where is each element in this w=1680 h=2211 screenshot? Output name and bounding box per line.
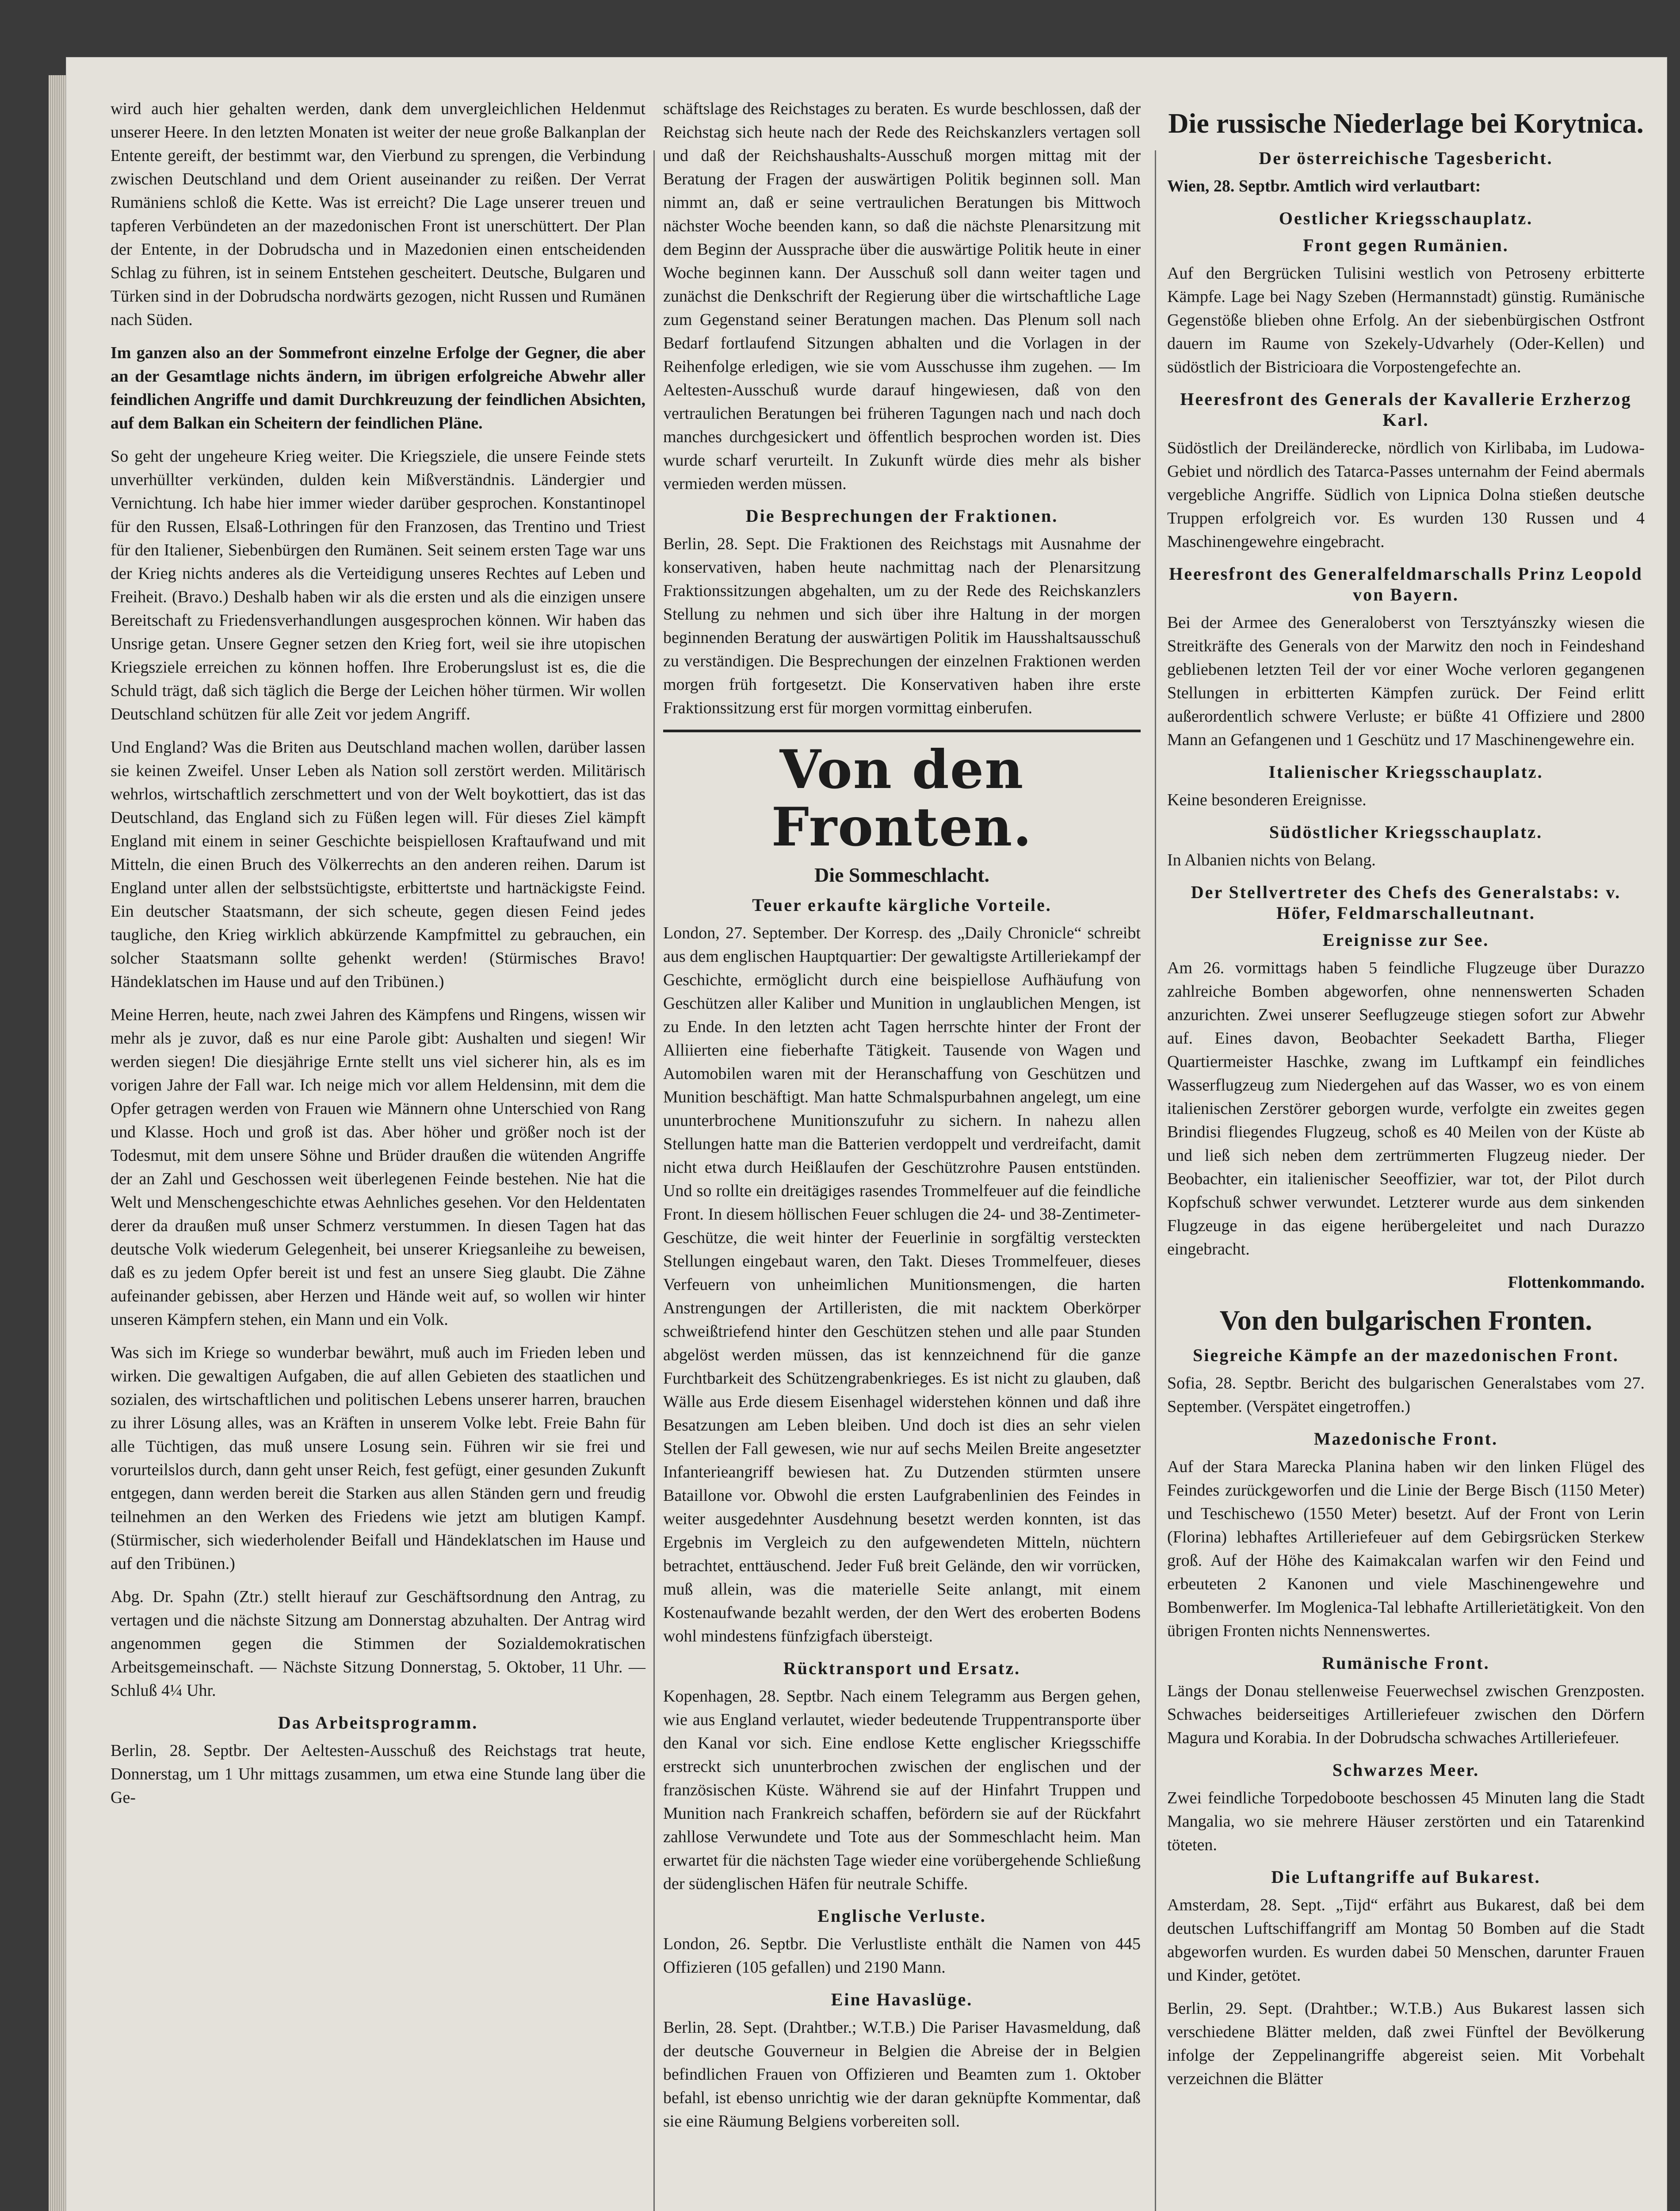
section-headline: Die russische Niederlage bei Korytnica. <box>1168 107 1644 139</box>
article-paragraph: Berlin, 29. Sept. (Drahtber.; W.T.B.) Aus Bukarest lassen sich verschiedene Blätter melden, daß zwei Fünftel der Bevölkerung infolge der Zeppelinangriffe abgereist seien. Mit Vorbehalt verzeichnen die Blätter <box>1167 1999 1645 2088</box>
article-heading: Der österreichische Tagesbericht. <box>1259 148 1553 168</box>
article-heading: Eine Havaslüge. <box>831 1989 973 2009</box>
article-paragraph: Berlin, 28. Sept. (Drahtber.; W.T.B.) Die Pariser Havasmeldung, daß der deutsche Gouverneur in Belgien die Abreise der in Belgien befindlichen Frauen von Offizieren und Beamten zum 1. Oktober befahl, ist ebenso unrichtig wie der daran geknüpfte Kommentar, daß sie eine Räumung Belgiens vorbereiten soll. <box>663 2018 1141 2131</box>
article-paragraph: London, 26. Septbr. Die Verlustliste enthält die Namen von 445 Offizieren (105 gefallen) und 2190 Mann. <box>663 1935 1141 1977</box>
article-paragraph: Und England? Was die Briten aus Deutschland machen wollen, darüber lassen sie keinen Zweifel. Unser Leben als Nation soll zerstört werden. Militärisch wehrlos, wirtschaftlich zerschmettert und von der Welt boykottiert, das ist das Deutschland, das England sich zu Füßen legen will. Für dieses Ziel kämpft England mit einem in seiner Geschichte beispiellosen Kraftaufwand und mit Mitteln, die einen Bruch des Völkerrechts an den anderen reihen. Darum ist England unter allen der selbstsüchtigste, erbittertste und hartnäckigste Feind. Ein deutscher Staatsmann, der sich scheute, gegen diesen Feind jedes taugliche, den Krieg wirklich abkürzende Kampfmittel zu gebrauchen, ein solcher Staatsmann sollte gehenkt werden! (Stürmisches Bravo! Händeklatschen im Hause und auf den Tribünen.) <box>111 738 645 991</box>
article-paragraph: Sofia, 28. Septbr. Bericht des bulgarischen Generalstabes vom 27. September. (Verspätet eingetroffen.) <box>1167 1374 1645 1416</box>
article-paragraph: Im ganzen also an der Sommefront einzelne Erfolge der Gegner, die aber an der Gesamtlage nichts ändern, im übrigen erfolgreiche Abwehr aller feindlichen Angriffe und damit Durchkreuzung der feindlichen Absichten, auf dem Balkan ein Scheitern der feindlichen Pläne. <box>111 344 645 432</box>
article-paragraph: Bei der Armee des Generaloberst von Tersztyánszky wiesen die Streitkräfte des Generals von der Marwitz den noch in Feindeshand gebliebenen letzten Teil der vor einer Woche verloren gegangenen Stellungen in erbitterten Kämpfen zurück. Der Feind erlitt außerordentlich schwere Verluste; er büßte 41 Offiziere und 2800 Mann an Gefangenen und 1 Geschütz und 17 Maschinengewehre ein. <box>1167 613 1645 749</box>
signature: Flottenkommando. <box>1508 1273 1645 1292</box>
article-paragraph: London, 27. September. Der Korresp. des „Daily Chronicle“ schreibt aus dem englischen Hauptquartier: Der gewaltigste Artilleriekampf der Geschichte, ermöglicht durch eine beispiellose Aufhäufung von Geschützen aller Kaliber und Munition in unglaublichen Mengen, ist zu Ende. In den letzten acht Tagen herrschte hinter der Front der Alliierten eine fieberhafte Tätigkeit. Tausende von Wagen und Automobilen waren mit der Heranschaffung von Geschützen und Munition beschäftigt. Man hatte Schmalspurbahnen angelegt, um eine ununterbrochene Munitionszufuhr zu sichern. In nahezu allen Stellungen hatte man die Batterien verdoppelt und verdreifacht, damit nicht etwa durch Heißlaufen der Geschützrohre Pausen entstünden. Und so rollte ein dreitägiges rasendes Trommelfeuer auf die feindliche Front. In diesem höllischen Feuer schlugen die 24- und 38-Zentimeter-Geschütze, die weit hinter der Feuerlinie in sorgfältig versteckten Stellungen eingebaut waren, den Takt. Dieses Trommelfeuer, dieses Verfeuern von unheimlichen Munitionsmengen, die harten Anstrengungen der Artilleristen, die mit nacktem Oberkörper schweißtriefend hinter den Geschützen stehen und alle paar Stunden abgelöst werden müssen, das ist kennzeichnend für die ganze Furchtbarkeit des Schützengrabenkrieges. Es ist nicht zu glauben, daß Wälle aus Erde diesem Eisenhagel widerstehen können und daß ihre Besatzungen am Leben bleiben. Und doch ist dies an sehr vielen Stellen der Fall gewesen, wie nur auf sechs Meilen Breite angesetzter Infanterieangriff bewiesen hat. Zu Dutzenden stürmten unsere Bataillone vor. Obwohl die ersten Laufgrabenlinien des Feindes in weiter ausgedehnter Ausdehnung besetzt werden konnten, ist das Ergebnis im Vergleich zu den aufgewendeten Mitteln, nüchtern betrachtet, enttäuschend. Jeder Fuß breit Gelände, den wir vorrücken, muß allein, was die materielle Seite anlangt, mit einem Kostenaufwande bezahlt werden, der den Wert des eroberten Bodens wohl mindestens fünfzigfach übersteigt. <box>663 924 1141 1645</box>
article-paragraph: Am 26. vormittags haben 5 feindliche Flugzeuge über Durazzo zahlreiche Bomben abgeworfen, ohne nennenswerten Schaden anzurichten. Zwei unserer Seeflugzeuge stiegen sofort zur Abwehr auf. Eines davon, Beobachter Seekadett Bartha, Flieger Quartiermeister Haschke, zwang im Luftkampf ein feindliches Wasserflugzeug zum Niedergehen auf das Wasser, wo es von einem italienischen Zerstörer geborgen wurde, verfolgte ein zweites gegen Brindisi fliegendes Flugzeug, schoß es 40 Meilen von der Küste ab und ließ sich neben dem zertrümmerten Flugzeug nieder. Der Beobachter, ein italienischer Seeoffizier, war tot, der Pilot durch Kopfschuß schwer verwundet. Letzterer wurde aus dem sinkenden Flugzeuge in das eigene herübergeleitet und nach Durazzo eingebracht. <box>1167 959 1645 1259</box>
article-paragraph: Meine Herren, heute, nach zwei Jahren des Kämpfens und Ringens, wissen wir mehr als je zuvor, daß es nur eine Parole gibt: Aushalten und siegen! Wir werden siegen! Die diesjährige Ernte stellt uns viel sicherer hin, als es im vorigen Jahre der Fall war. Ich neige mich vor allem Heldensinn, mit dem die Opfer getragen werden von Frauen wie Männern ohne Unterschied von Rang und Klasse. Hoch und groß ist das. Aber höher und größer noch ist der Todesmut, mit dem unsere Söhne und Brüder draußen die wütenden Angriffe der an Zahl und Geschossen weit überlegenen Feinde bestehen. Nie hat die Welt und Menschengeschichte etwas Aehnliches gesehen. Vor den Heldentaten derer da draußen muß unser Schmerz verstummen. In diesen Tagen hat das deutsche Volk wiederum Gelegenheit, bei unserer Kriegsanleihe zu beweisen, daß es zu jedem Opfer bereit ist und fest an unsere Sieg glaubt. Die Zähne aufeinander gebissen, aber Herzen und Hände weit auf, so wollen wir hinter unseren Kämpfern stehen, ein Mann und ein Volk. <box>111 1006 645 1329</box>
article-paragraph: Auf den Bergrücken Tulisini westlich von Petroseny erbitterte Kämpfe. Lage bei Nagy Szeben (Hermannstadt) günstig. Rumänische Gegenstöße blieben ohne Erfolg. An der siebenbürgischen Ostfront dauern im Raume von Szekely-Udvarhely (Oder-Kellen) und südöstlich der Bistricioara die Vorpostengefechte an. <box>1167 264 1645 376</box>
article-paragraph: So geht der ungeheure Krieg weiter. Die Kriegsziele, die unsere Feinde stets unverhüllter verkünden, dulden kein Mißverständnis. Ländergier und Vernichtung. Ich habe hier immer wieder darüber gesprochen. Konstantinopel für den Russen, Elsaß-Lothringen für den Franzosen, das Trentino und Triest für den Italiener, Siebenbürgen den Rumänen. Seit seinem ersten Tage war uns der Krieg nichts anderes als die Verteidigung unseres Rechtes auf Leben und Freiheit. (Bravo.) Deshalb haben wir als die ersten und als die einzigen unsere Bereitschaft zu Friedensverhandlungen ausgesprochen können. Wir haben das Unsrige getan. Unsere Gegner setzen den Krieg fort, weil sie ihre utopischen Kriegsziele erreichen zu können hoffen. Ihre Eroberungslust ist es, die die Schuld trägt, daß sich täglich die Berge der Leichen höher türmen. Wir wollen Deutschland schützen für alle Zeit vor jedem Angriff. <box>111 447 645 723</box>
article-paragraph: schäftslage des Reichstages zu beraten. Es wurde beschlossen, daß der Reichstag sich heute nach der Rede des Reichskanzlers vertagen soll und daß der Reichshaushalts-Ausschuß morgen mittag mit der Beratung der Fragen der auswärtigen Politik beginnen soll. Man nimmt an, daß er seine vertraulichen Beratungen bis Mittwoch nächster Woche beenden kann, so daß die nächste Plenarsitzung mit dem Beginn der Aussprache über die auswärtige Politik heute in einer Woche beginnen kann. Der Ausschuß soll dann weiter tagen und zunächst die Denkschrift der Regierung über die wirtschaftliche Lage zum Gegenstand seiner Beratungen machen. Das Plenum soll nach Bedarf fortlaufend Sitzungen abhalten und die Vorlagen in der Reihenfolge erledigen, wie sie vom Ausschusse ihm zugehen. — Im Aeltesten-Ausschuß wurde darauf hingewiesen, daß von den vertraulichen Beratungen bei früheren Tagungen nach und nach doch manches durchgesickert und öffentlich besprochen worden ist. Dies wurde scharf verurteilt. In Zukunft würde dies mehr als bisher vermieden werden müssen. <box>663 99 1141 493</box>
article-heading: Rücktransport und Ersatz. <box>783 1658 1021 1678</box>
article-heading: Front gegen Rumänien. <box>1303 235 1509 255</box>
article-heading: Oestlicher Kriegsschauplatz. <box>1279 208 1533 228</box>
article-paragraph: Amsterdam, 28. Sept. „Tijd“ erfährt aus Bukarest, daß bei dem deutschen Luftschiffangriff am Montag 50 Bomben auf die Stadt abgeworfen wurden. Es wurden dabei 50 Menschen, darunter Frauen und Kinder, getötet. <box>1167 1896 1645 1985</box>
article-heading: Das Arbeitsprogramm. <box>278 1713 478 1733</box>
article-heading: Der Stellvertreter des Chefs des Generalstabs: v. Höfer, Feldmarschalleutnant. <box>1191 882 1621 923</box>
page-stack-edge <box>49 75 66 2211</box>
article-paragraph: Wien, 28. Septbr. Amtlich wird verlautbart: <box>1167 177 1481 195</box>
column-middle <box>663 97 1141 2143</box>
article-heading: Ereignisse zur See. <box>1322 930 1489 950</box>
section-headline: Von den bulgarischen Fronten. <box>1219 1304 1592 1336</box>
column-divider <box>653 150 655 2211</box>
article-heading: Siegreiche Kämpfe an der mazedonischen Front. <box>1193 1345 1619 1365</box>
column-divider <box>1155 150 1156 2211</box>
article-paragraph: Kopenhagen, 28. Septbr. Nach einem Telegramm aus Bergen gehen, wie aus England verlautet, wieder bedeutende Truppentransporte über den Kanal vor sich. Eine endlose Kette englischer Kriegsschiffe erstreckt sich ununterbrochen zwischen der englischen und der französischen Küste. Während sie auf der Hinfahrt Truppen und Munition nach Frankreich schaffen, befördern sie auf der Rückfahrt zahllose Verwundete und Tote aus der Sommeschlacht heim. Man erwartet für die nächsten Tage wieder eine vorübergehende Schließung der südenglischen Häfen für neutrale Schiffe. <box>663 1687 1141 1893</box>
article-paragraph: Zwei feindliche Torpedoboote beschossen 45 Minuten lang die Stadt Mangalia, wo sie mehrere Häuser zerstörten und ein Tatarenkind töteten. <box>1167 1789 1645 1854</box>
article-paragraph: Keine besonderen Ereignisse. <box>1167 791 1367 809</box>
article-heading: Die Luftangriffe auf Bukarest. <box>1271 1867 1541 1887</box>
article-paragraph: Was sich im Kriege so wunderbar bewährt, muß auch im Frieden leben und wirken. Die gewaltigen Aufgaben, die auf allen Gebieten des staatlichen und sozialen, des wirtschaftlichen und politischen Lebens unserer harren, brauchen zu ihrer Lösung alles, was an Kräften in unserem Volke lebt. Freie Bahn für alle Tüchtigen, das muß unsere Losung sein. Führen wir sie frei und vorurteilslos durch, dann geht unser Reich, fest gefügt, einer gesunden Zukunft entgegen, dann werden bereit die Starken aus allen Ständen gern und freudig teilnehmen an den Werken des Friedens wie jetzt am blutigen Kampf. (Stürmischer, sich wiederholender Beifall und Händeklatschen im Hause und auf den Tribünen.) <box>111 1343 645 1573</box>
article-heading: Mazedonische Front. <box>1313 1429 1498 1449</box>
article-paragraph: Längs der Donau stellenweise Feuerwechsel zwischen Grenzposten. Schwaches beiderseitiges Artilleriefeuer zwischen den Dörfern Magura und Korabia. In der Dobrudscha schwaches Artilleriefeuer. <box>1167 1682 1645 1747</box>
article-heading: Heeresfront des Generalfeldmarschalls Prinz Leopold von Bayern. <box>1169 564 1643 604</box>
article-heading: Italienischer Kriegsschauplatz. <box>1268 762 1543 782</box>
column-left <box>111 97 645 1819</box>
article-heading: Rumänische Front. <box>1322 1653 1490 1673</box>
article-heading: Südöstlicher Kriegsschauplatz. <box>1269 822 1543 842</box>
article-heading: Schwarzes Meer. <box>1332 1760 1480 1780</box>
section-rule <box>663 730 1141 732</box>
article-paragraph: In Albanien nichts von Belang. <box>1167 851 1376 869</box>
article-heading: Die Besprechungen der Fraktionen. <box>745 506 1058 526</box>
article-heading: Teuer erkaufte kärgliche Vorteile. <box>752 895 1052 915</box>
article-paragraph: Berlin, 28. Septbr. Der Aeltesten-Ausschuß des Reichstags trat heute, Donnerstag, um 1 Uhr mittags zusammen, um etwa eine Stunde lang über die Ge- <box>111 1741 645 1807</box>
article-paragraph: Südöstlich der Dreiländerecke, nördlich von Kirlibaba, im Ludowa-Gebiet und nördlich des Tatarca-Passes unternahm der Feind abermals vergebliche Angriffe. Südlich von Lipnica Dolna stießen deutsche Truppen erfolgreich vor. Es wurden 130 Russen und 4 Maschinengewehre eingebracht. <box>1167 439 1645 551</box>
article-paragraph: Abg. Dr. Spahn (Ztr.) stellt hierauf zur Geschäftsordnung den Antrag, zu vertagen und die nächste Sitzung am Donnerstag abzuhalten. Der Antrag wird angenommen gegen die Stimmen der Sozialdemokratischen Arbeitsgemeinschaft. — Nächste Sitzung Donnerstag, 5. Oktober, 11 Uhr. — Schluß 4¼ Uhr. <box>111 1587 645 1700</box>
article-heading: Englische Verluste. <box>817 1906 986 1926</box>
article-paragraph: Auf der Stara Marecka Planina haben wir den linken Flügel des Feindes zurückgeworfen und die Linie der Berge Bisch (1150 Meter) und Teschischewo (1550 Meter) besetzt. Auf der Front von Lerin (Florina) lebhaftes Artilleriefeuer auf dem Gebirgsrücken Sterkew groß. Auf der Höhe des Kaimakcalan warfen wir den Feind und erbeuteten 2 Kanonen und viele Maschinengewehre und Bombenwerfer. Im Moglenica-Tal lebhafte Artillerietätigkeit. Von den übrigen Fronten nichts Nennenswertes. <box>1167 1457 1645 1640</box>
page-headline: Von den Fronten. <box>771 738 1033 858</box>
sub-headline: Die Sommeschlacht. <box>814 864 990 886</box>
article-heading: Heeresfront des Generals der Kavallerie Erzherzog Karl. <box>1180 389 1632 430</box>
column-right <box>1167 97 1645 2100</box>
article-paragraph: Berlin, 28. Sept. Die Fraktionen des Reichstags mit Ausnahme der konservativen, haben heute nachmittag nach der Plenarsitzung Fraktionssitzungen abgehalten, um zu der Rede des Reichskanzlers Stellung zu nehmen und sich über ihre Haltung in der morgen beginnenden Beratung der auswärtigen Politik im Hausshaltsausschuß zu verständigen. Die Besprechungen der einzelnen Fraktionen werden morgen früh fortgesetzt. Die Konservativen haben ihre erste Fraktionssitzung erst für morgen vormittag einberufen. <box>663 535 1141 717</box>
article-paragraph: wird auch hier gehalten werden, dank dem unvergleichlichen Heldenmut unserer Heere. In den letzten Monaten ist weiter der neue große Balkanplan der Entente gereift, der bestimmt war, den Vierbund zu sprengen, die Verbindung zwischen Deutschland und dem Orient auseinander zu reißen. Der Verrat Rumäniens schloß die Kette. Was ist erreicht? Die Lage unserer treuen und tapferen Verbündeten an der mazedonischen Front ist unerschüttert. Der Plan der Entente, in der Dobrudscha und in Mazedonien einen entscheidenden Schlag zu führen, ist in seinem Entstehen gescheitert. Deutsche, Bulgaren und Türken sind in der Dobrudscha nordwärts gezogen, nicht Russen und Rumänen nach Süden. <box>111 99 645 329</box>
